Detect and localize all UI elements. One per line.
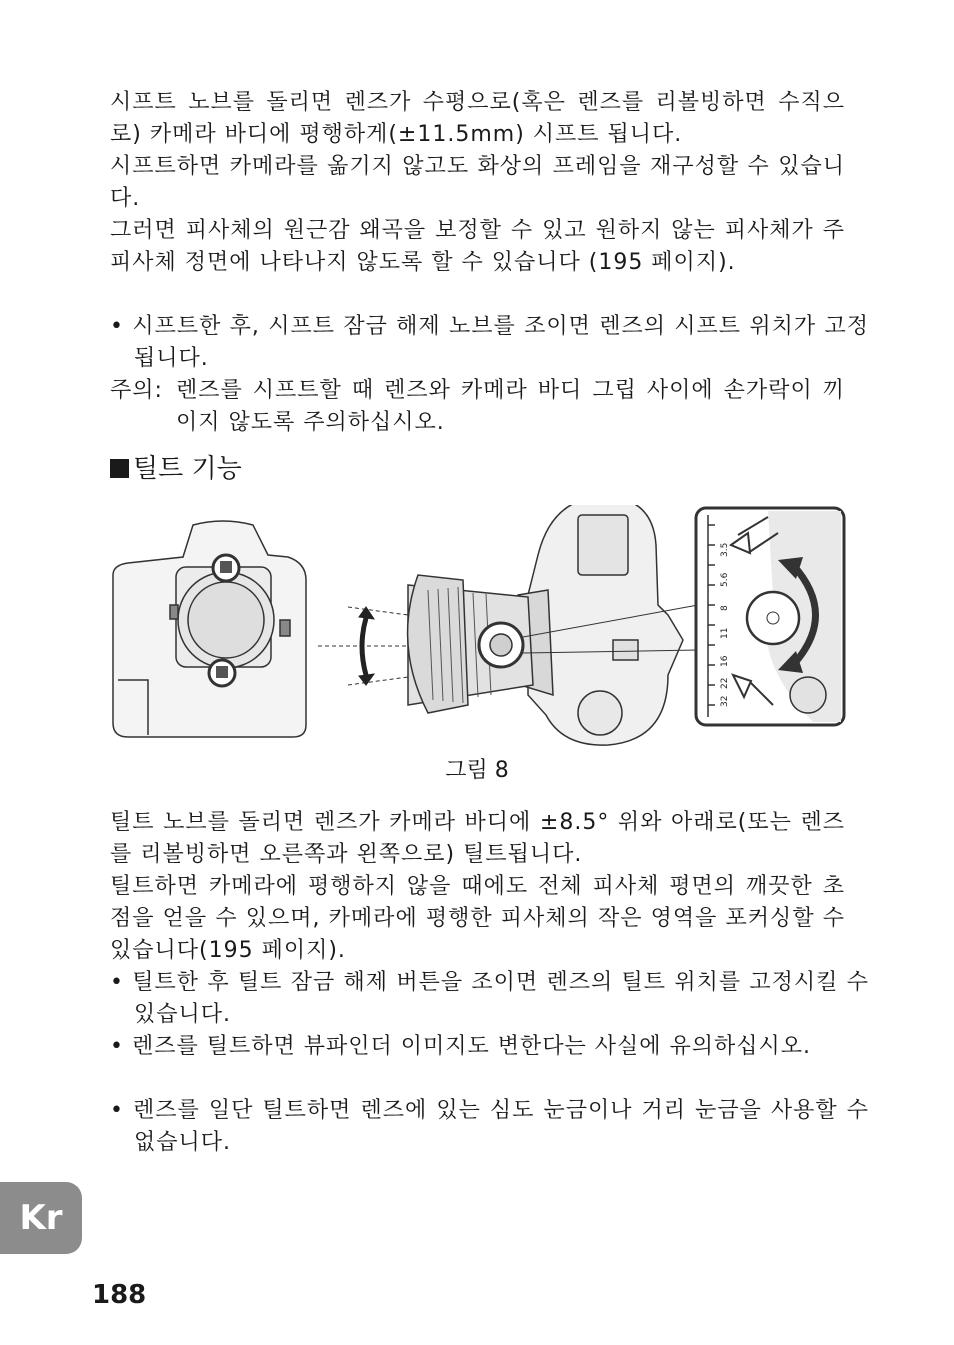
- camera-top-view: [408, 505, 683, 745]
- tilt-paragraph-2: 틸트하면 카메라에 평행하지 않을 때에도 전체 피사체 평면의 깨끗한 초점을 얻을 수 있으며, 카메라에 평행한 피사체의 작은 영역을 포커싱할 수 있습니다(195 페이지).: [110, 874, 845, 963]
- dof-scale-label: 11: [720, 627, 730, 639]
- language-tab: Kr: [0, 1182, 82, 1254]
- shift-paragraph-2: 시프트하면 카메라를 옮기지 않고도 화상의 프레임을 재구성할 수 있습니다.: [110, 154, 845, 211]
- camera-front-view: [113, 521, 306, 737]
- figure-8-illustration: [108, 505, 848, 750]
- section-heading: [110, 452, 242, 486]
- dof-scale-label: 16: [720, 655, 730, 667]
- caution-note: [110, 375, 845, 439]
- section-title: 틸트 기능: [133, 454, 242, 484]
- figure-caption: 그림 8: [445, 758, 509, 783]
- tilt-bullet-3: • 렌즈를 일단 틸트하면 렌즈에 있는 심도 눈금이나 거리 눈금을 사용할 수 없습니다.: [110, 1098, 869, 1155]
- dof-scale-label: 8: [720, 605, 730, 611]
- dof-scale-label: 32: [720, 695, 730, 707]
- shift-paragraph-3: 그러면 피사체의 원근감 왜곡을 보정할 수 있고 원하지 않는 피사체가 주피사체 정면에 나타나지 않도록 할 수 있습니다 (195 페이지).: [110, 218, 845, 275]
- dof-scale-label: 5.6: [720, 572, 730, 587]
- dof-scale-label: 3.5: [720, 542, 730, 557]
- tilt-knob-icon: [747, 592, 799, 644]
- shift-paragraph-1: 시프트 노브를 돌리면 렌즈가 수평으로(혹은 렌즈를 리볼빙하면 수직으로) 카메라 바디에 평행하게(±11.5mm) 시프트 됩니다.: [110, 90, 845, 147]
- tilt-knob-detail-panel: [696, 508, 844, 725]
- square-bullet-icon: [110, 459, 129, 478]
- tilt-bullet-1: • 틸트한 후 틸트 잠금 해제 버튼을 조이면 렌즈의 틸트 위치를 고정시킬 수 있습니다.: [110, 970, 869, 1027]
- tilt-double-arrow-icon: [359, 607, 374, 685]
- tilt-paragraph-1: 틸트 노브를 돌리면 렌즈가 카메라 바디에 ±8.5° 위와 아래로(또는 렌즈를 리볼빙하면 오른쪽과 왼쪽으로) 틸트됩니다.: [110, 810, 845, 867]
- tilt-bullet-2: • 렌즈를 틸트하면 뷰파인더 이미지도 변한다는 사실에 유의하십시오.: [110, 1034, 811, 1059]
- dof-scale-label: 22: [720, 677, 730, 689]
- caution-label: 주의:: [110, 378, 163, 403]
- caution-text: 렌즈를 시프트할 때 렌즈와 카메라 바디 그립 사이에 손가락이 끼이지 않도록 주의하십시오.: [176, 378, 845, 435]
- shift-bullet: • 시프트한 후, 시프트 잠금 해제 노브를 조이면 렌즈의 시프트 위치가 고정됩니다.: [110, 314, 869, 371]
- page-number: 188: [92, 1280, 147, 1310]
